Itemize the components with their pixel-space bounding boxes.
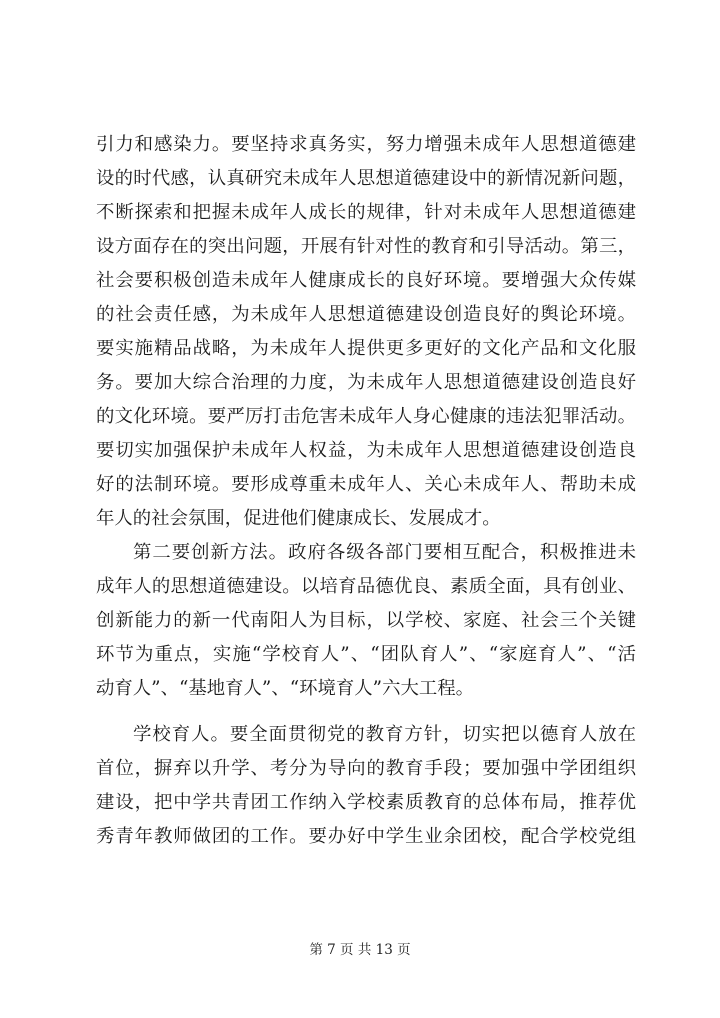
text-line: 首位，摒弃以升学、考分为导向的教育手段；要加强中学团组织 [96, 758, 636, 779]
page-number-label: 第 7 页 共 13 页 [309, 942, 411, 958]
text-line: 的文化环境。要严厉打击危害未成年人身心健康的违法犯罪活动。 [96, 406, 636, 427]
text-line: 建设，把中学共青团工作纳入学校素质教育的总体布局，推荐优 [96, 792, 636, 813]
text-line: 设的时代感，认真研究未成年人思想道德建设中的新情况新问题， [96, 168, 636, 189]
text-line: 引力和感染力。要坚持求真务实，努力增强未成年人思想道德建 [96, 134, 636, 155]
text-line: 的社会责任感，为未成年人思想道德建设创造良好的舆论环境。 [96, 304, 636, 325]
page-footer [0, 938, 720, 958]
text-line: 社会要积极创造未成年人健康成长的良好环境。要增强大众传媒 [96, 270, 636, 291]
text-line: 设方面存在的突出问题，开展有针对性的教育和引导活动。第三， [96, 236, 636, 257]
text-line: 不断探索和把握未成年人成长的规律，针对未成年人思想道德建 [96, 202, 636, 223]
text-line: 环节为重点，实施“学校育人”、“团队育人”、“家庭育人”、“活 [96, 644, 636, 665]
text-line: 学校育人。要全面贯彻党的教育方针，切实把以德育人放在 [133, 724, 636, 745]
text-line: 第二要创新方法。政府各级各部门要相互配合，积极推进未 [133, 542, 636, 563]
body-text [96, 128, 636, 854]
text-line: 年人的社会氛围，促进他们健康成长、发展成才。 [96, 508, 501, 529]
text-line: 动育人”、“基地育人”、“环境育人”六大工程。 [96, 678, 475, 699]
text-line: 务。要加大综合治理的力度，为未成年人思想道德建设创造良好 [96, 372, 636, 393]
text-line: 创新能力的新一代南阳人为目标，以学校、家庭、社会三个关键 [96, 610, 636, 631]
text-line: 好的法制环境。要形成尊重未成年人、关心未成年人、帮助未成 [96, 474, 636, 495]
text-line: 要实施精品战略，为未成年人提供更多更好的文化产品和文化服 [96, 338, 636, 359]
text-line: 秀青年教师做团的工作。要办好中学生业余团校，配合学校党组 [96, 826, 636, 847]
text-line: 要切实加强保护未成年人权益，为未成年人思想道德建设创造良 [96, 440, 636, 461]
text-line: 成年人的思想道德建设。以培育品德优良、素质全面，具有创业、 [96, 576, 636, 597]
